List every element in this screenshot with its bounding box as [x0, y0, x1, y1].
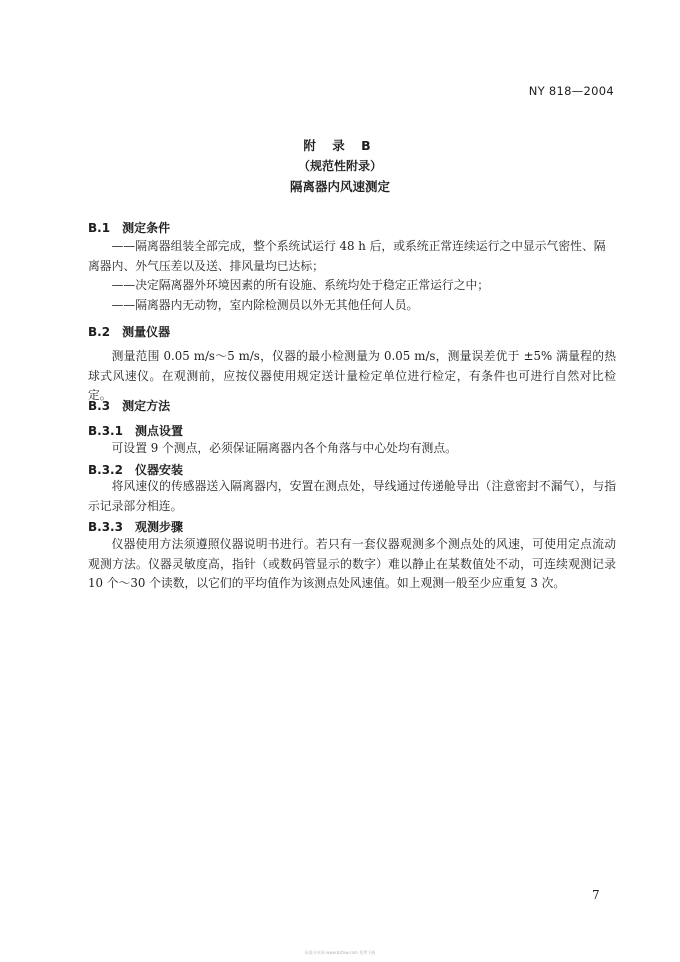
- page-number: 7: [592, 888, 600, 902]
- subsection-b33-text: [88, 535, 616, 594]
- subsection-title: 测点设置: [134, 424, 183, 438]
- subsection-heading-b31: [88, 422, 183, 439]
- subsection-heading-b32: [88, 461, 183, 478]
- subsection-title: 观测步骤: [134, 520, 183, 534]
- subsection-number: B.3.1: [88, 424, 123, 438]
- section-heading-b2: [88, 323, 170, 340]
- section-number: B.3: [88, 399, 111, 413]
- list-item: ——决定隔离器外环境因素的所有设施、系统均处于稳定正常运行之中；: [111, 278, 490, 292]
- subsection-b31-text: [88, 439, 616, 459]
- list-item: ——隔离器组装全部完成，整个系统试运行 48 h 后，或系统正常连续运行之中显示气密性、隔离器内、外气压差以及送、排风量均已达标；: [88, 239, 606, 273]
- appendix-type: （规范性附录）: [297, 159, 382, 173]
- subsection-title: 仪器安装: [134, 463, 183, 477]
- paragraph: 将风速仪的传感器送入隔离器内，安置在测点处，导线通过传递舱导出（注意密封不漏气），与指示记录部分相连。: [88, 479, 616, 513]
- paragraph: 可设置 9 个测点，必须保证隔离器内各个角落与中心处均有测点。: [111, 441, 457, 455]
- paragraph: 测量范围 0.05 m/s～5 m/s，仪器的最小检测量为 0.05 m/s，测量误差优于 ±5% 满量程的热球式风速仪。在观测前，应按仪器使用规定送计量检定单位进行检定，有条件也可进行自然对比检定。: [88, 349, 616, 402]
- section-heading-b1: [88, 219, 170, 236]
- paragraph: 仪器使用方法须遵照仪器说明书进行。若只有一套仪器观测多个测点处的风速，可使用定点流动观测方法。仪器灵敏度高，指针（或数码管显示的数字）难以静止在某数值处不动，可连续观测记录 10 个～30 个读数，以它们的平均值作为该测点处风速值。如上观测一般至少应重复 3 次。: [88, 537, 616, 590]
- subsection-heading-b33: [88, 518, 183, 535]
- section-title: 测定条件: [122, 221, 171, 235]
- section-heading-b3: [88, 397, 170, 414]
- appendix-title: 附 录 B: [303, 138, 377, 153]
- appendix-name: 隔离器内风速测定: [289, 179, 390, 194]
- subsection-b32-text: [88, 477, 616, 516]
- subsection-number: B.3.2: [88, 463, 123, 477]
- section-title: 测量仪器: [122, 325, 171, 339]
- conditions-list: [88, 237, 616, 315]
- footer-watermark: 标准分享网 www.bzfxw.com 免费下载: [304, 950, 376, 955]
- section-number: B.2: [88, 325, 111, 339]
- section-title: 测定方法: [122, 399, 171, 413]
- subsection-number: B.3.3: [88, 520, 123, 534]
- section-number: B.1: [88, 221, 111, 235]
- list-item: ——隔离器内无动物，室内除检测员以外无其他任何人员。: [111, 297, 419, 312]
- document-code: NY 818—2004: [528, 84, 614, 98]
